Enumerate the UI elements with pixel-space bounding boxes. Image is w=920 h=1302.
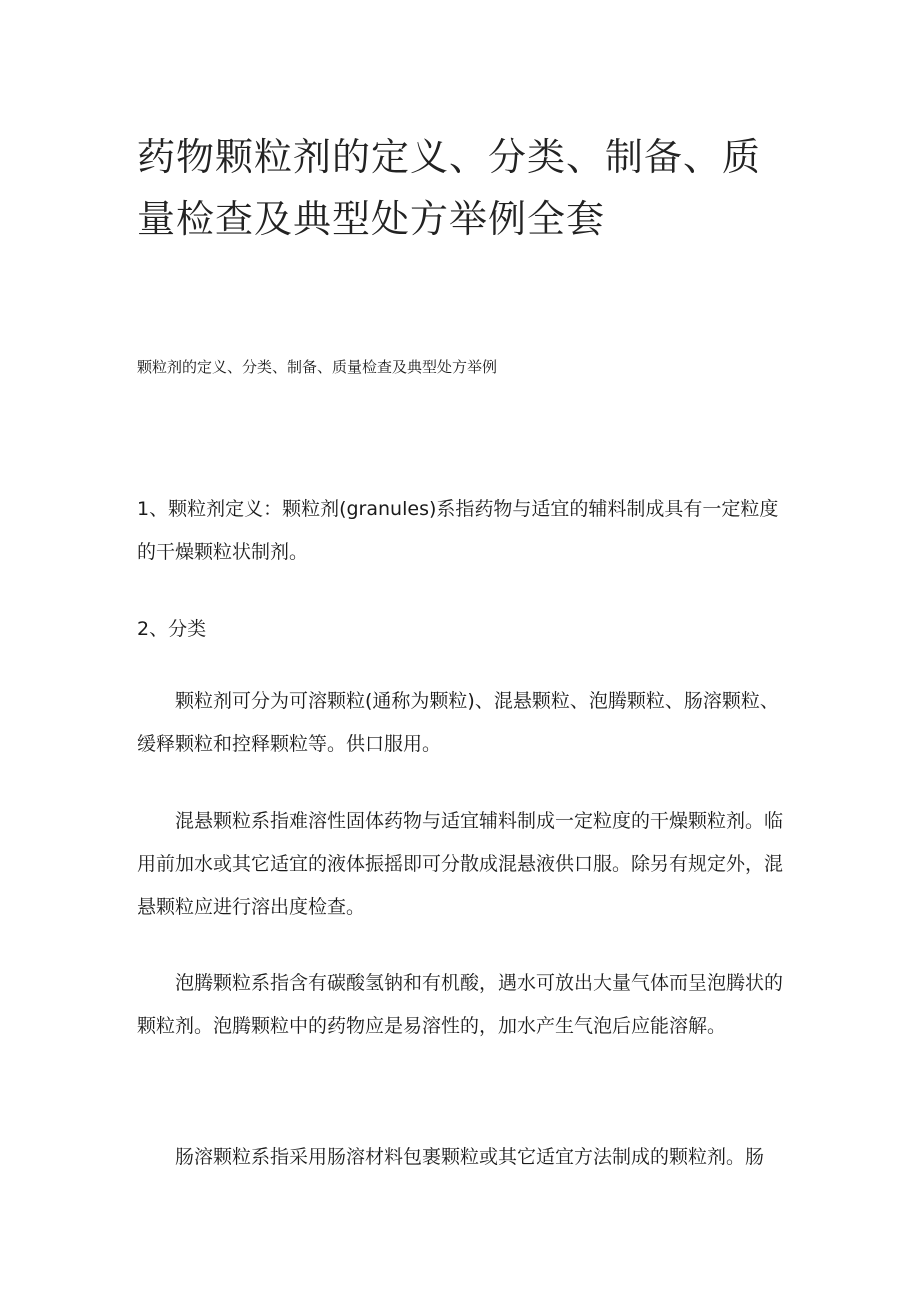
paragraph-classification-types: 颗粒剂可分为可溶颗粒(通称为颗粒)、混悬颗粒、泡腾颗粒、肠溶颗粒、缓释颗粒和控释颗粒等。供口服用。 [137, 690, 779, 755]
paragraph-classification-heading: 2、分类 [137, 618, 207, 640]
paragraph-effervescent-granules: 泡腾颗粒系指含有碳酸氢钠和有机酸，遇水可放出大量气体而呈泡腾状的颗粒剂。泡腾颗粒中的药物应是易溶性的，加水产生气泡后应能溶解。 [137, 972, 784, 1037]
paragraph-suspension-granules: 混悬颗粒系指难溶性固体药物与适宜辅料制成一定粒度的干燥颗粒剂。临用前加水或其它适宜的液体振摇即可分散成混悬液供口服。除另有规定外，混悬颗粒应进行溶出度检查。 [137, 810, 784, 918]
document-subtitle: 颗粒剂的定义、分类、制备、质量检查及典型处方举例 [137, 358, 498, 376]
document-title: 药物颗粒剂的定义、分类、制备、质量检查及典型处方举例全套 [137, 135, 762, 241]
paragraph-enteric-granules: 肠溶颗粒系指采用肠溶材料包裹颗粒或其它适宜方法制成的颗粒剂。肠 [175, 1146, 765, 1168]
paragraph-definition: 1、颗粒剂定义：颗粒剂(granules)系指药物与适宜的辅料制成具有一定粒度的干燥颗粒状制剂。 [137, 498, 779, 563]
